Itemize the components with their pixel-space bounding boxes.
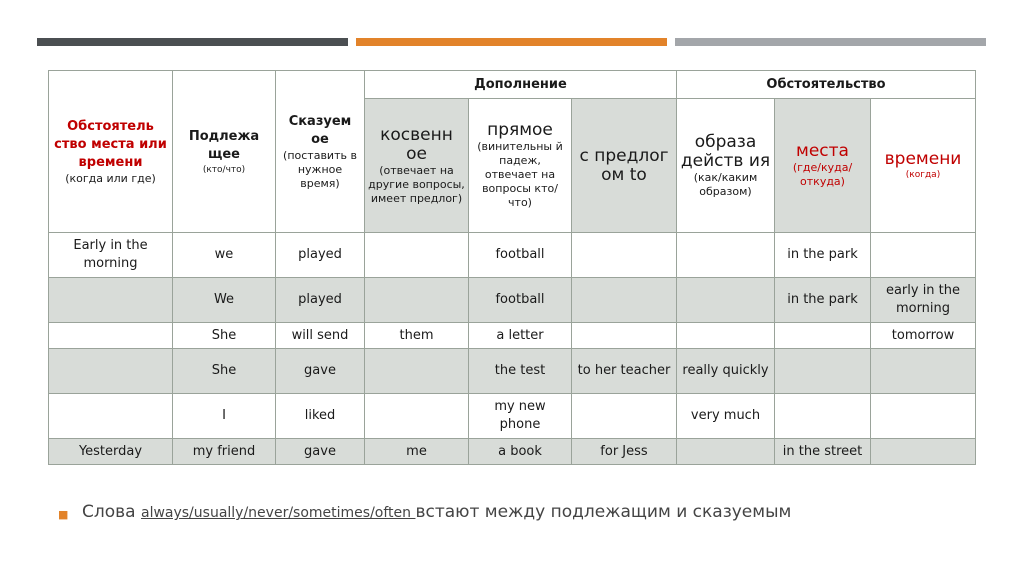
cell-c5: my new phone: [469, 394, 572, 439]
cell-c3: played: [276, 278, 365, 323]
cell-c3: played: [276, 233, 365, 278]
cell-c7: very much: [677, 394, 775, 439]
cell-c7: [677, 233, 775, 278]
header-obraza-deystviya: образа действ ия (как/каким образом): [677, 99, 775, 233]
cell-c2: She: [173, 323, 276, 349]
cell-c8: in the street: [775, 439, 871, 465]
square-bullet-icon: ■: [58, 508, 69, 521]
cell-c1: Early in the morning: [49, 233, 173, 278]
header-podlezhashchee: Подлежа щее (кто/что): [173, 71, 276, 233]
cell-c8: [775, 394, 871, 439]
top-bar-orange: [356, 38, 667, 46]
header-group-dopolnenie: Дополнение: [365, 71, 677, 99]
cell-c4: [365, 233, 469, 278]
header-s-predlogom-to: с предлог ом to: [572, 99, 677, 233]
table-row: [49, 323, 976, 349]
sentence-structure-table: [48, 70, 976, 465]
cell-c5: football: [469, 278, 572, 323]
table-row: [49, 439, 976, 465]
cell-c8: in the park: [775, 278, 871, 323]
header-mesta: места (где/куда/ откуда): [775, 99, 871, 233]
cell-c4: [365, 349, 469, 394]
cell-c7: [677, 278, 775, 323]
cell-c4: [365, 278, 469, 323]
cell-c9: early in the morning: [871, 278, 976, 323]
cell-c8: in the park: [775, 233, 871, 278]
cell-c2: We: [173, 278, 276, 323]
cell-c9: [871, 394, 976, 439]
cell-c9: [871, 349, 976, 394]
cell-c9: [871, 233, 976, 278]
table-row: [49, 233, 976, 278]
header-skazuemoe: Сказуем ое (поставить в нужное время): [276, 71, 365, 233]
cell-c6: for Jess: [572, 439, 677, 465]
cell-c6: to her teacher: [572, 349, 677, 394]
note-text: Слова always/usually/never/sometimes/often встают между подлежащим и сказуемым: [82, 502, 792, 522]
cell-c7: really quickly: [677, 349, 775, 394]
cell-c3: gave: [276, 439, 365, 465]
cell-c2: my friend: [173, 439, 276, 465]
table-row: [49, 394, 976, 439]
cell-c6: [572, 394, 677, 439]
cell-c5: football: [469, 233, 572, 278]
cell-c2: I: [173, 394, 276, 439]
table-row: [49, 349, 976, 394]
header-group-obstoyatelstvo: Обстоятельство: [677, 71, 976, 99]
header-pryamoe: прямое (винительны й падеж, отвечает на вопросы кто/что): [469, 99, 572, 233]
cell-c3: gave: [276, 349, 365, 394]
top-bar-gray: [675, 38, 986, 46]
cell-c1: [49, 394, 173, 439]
cell-c2: we: [173, 233, 276, 278]
cell-c7: [677, 323, 775, 349]
top-bar-dark: [37, 38, 348, 46]
cell-c7: [677, 439, 775, 465]
cell-c6: [572, 233, 677, 278]
cell-c8: [775, 349, 871, 394]
cell-c9: tomorrow: [871, 323, 976, 349]
cell-c6: [572, 323, 677, 349]
cell-c5: a book: [469, 439, 572, 465]
header-vremeni: времени (когда): [871, 99, 976, 233]
cell-c3: liked: [276, 394, 365, 439]
cell-c1: [49, 349, 173, 394]
cell-c4: them: [365, 323, 469, 349]
cell-c1: [49, 323, 173, 349]
cell-c3: will send: [276, 323, 365, 349]
adverbs-list: always/usually/never/sometimes/often: [140, 505, 416, 521]
cell-c1: Yesterday: [49, 439, 173, 465]
cell-c2: She: [173, 349, 276, 394]
cell-c5: the test: [469, 349, 572, 394]
cell-c4: me: [365, 439, 469, 465]
cell-c4: [365, 394, 469, 439]
table-row: [49, 278, 976, 323]
header-obstoyatelstvo-mesta-vremeni: Обстоятель ство места или времени (когда или где): [49, 71, 173, 233]
cell-c6: [572, 278, 677, 323]
cell-c8: [775, 323, 871, 349]
cell-c9: [871, 439, 976, 465]
cell-c5: a letter: [469, 323, 572, 349]
cell-c1: [49, 278, 173, 323]
header-kosvennoe: косвенн ое (отвечает на другие вопросы, имеет предлог): [365, 99, 469, 233]
